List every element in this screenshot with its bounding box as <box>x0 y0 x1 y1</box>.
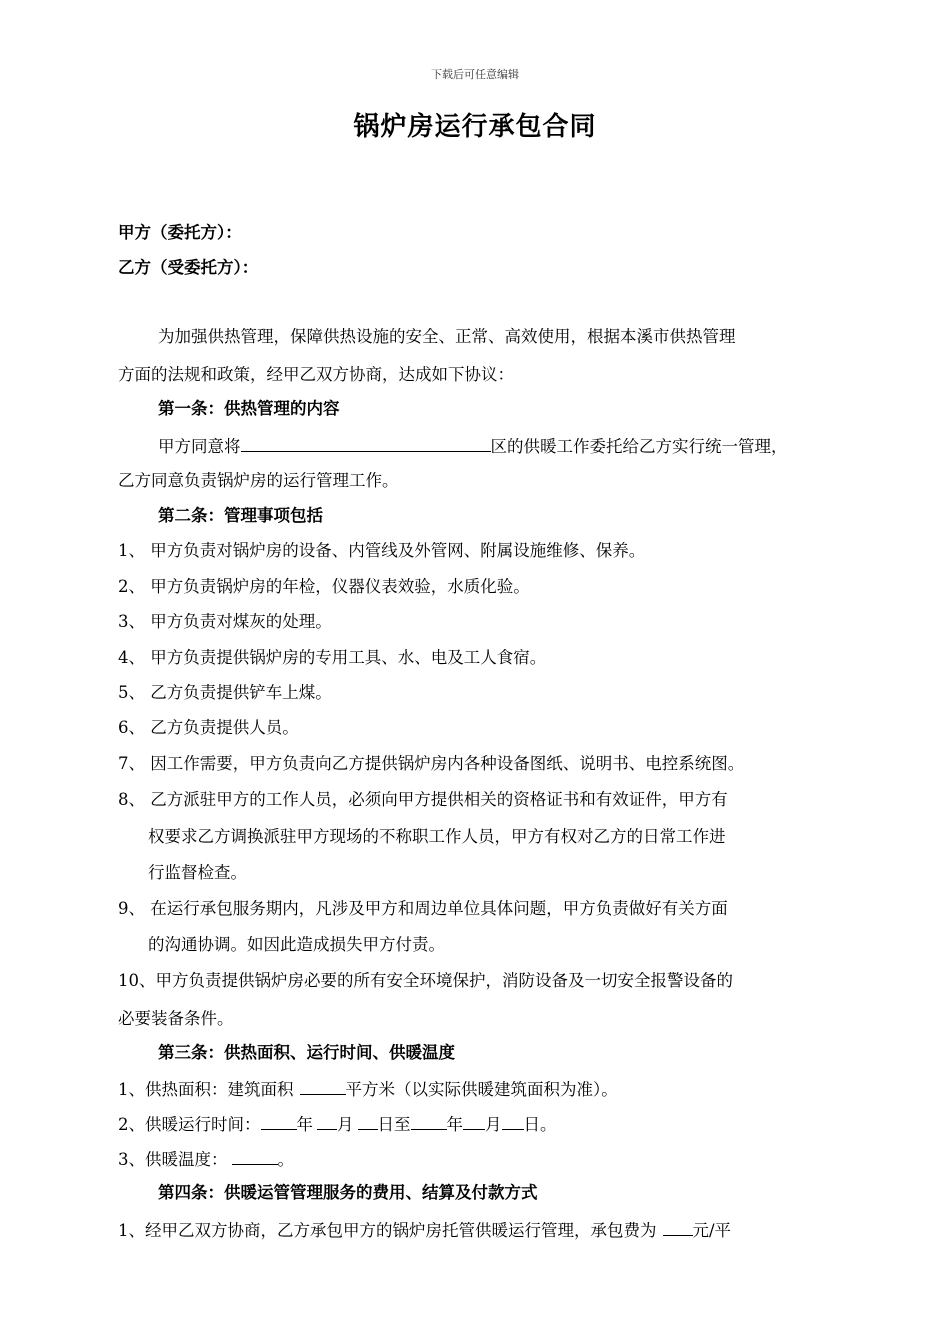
article-1-heading: 第一条：供热管理的内容 <box>158 399 340 418</box>
article-4-text-a: 1、经甲乙双方协商，乙方承包甲方的锅炉房托管供暖运行管理，承包费为 <box>118 1221 657 1240</box>
party-b-label: 乙方（受委托方）： <box>118 258 259 277</box>
article-4-text-b: 元/平 <box>692 1221 732 1240</box>
temp-end: 。 <box>277 1150 294 1169</box>
article-2-item-8-line-1: 8、 乙方派驻甲方的工作人员，必须向甲方提供相关的资格证书和有效证件，甲方有 <box>118 790 728 809</box>
time-month-label: 月 <box>337 1115 354 1134</box>
header-note: 下载后可任意编辑 <box>431 68 519 81</box>
article-2-item-4: 4、 甲方负责提供锅炉房的专用工具、水、电及工人食宿。 <box>118 648 547 667</box>
article-1-line-1 <box>158 433 788 458</box>
article-2-item-8-line-2: 权要求乙方调换派驻甲方现场的不称职工作人员，甲方有权对乙方的日常工作进 <box>148 827 726 846</box>
article-2-item-6: 6、 乙方负责提供人员。 <box>118 718 299 737</box>
area-label: 1、供热面积：建筑面积 <box>118 1080 294 1099</box>
article-2-item-3: 3、 甲方负责对煤灰的处理。 <box>118 612 332 631</box>
area-unit: 平方米（以实际供暖建筑面积为准）。 <box>345 1080 618 1099</box>
temp-blank <box>232 1146 278 1165</box>
end-day-blank <box>502 1111 524 1130</box>
article-2-item-9-line-1: 9、 在运行承包服务期内，凡涉及甲方和周边单位具体问题，甲方负责做好有关方面 <box>118 899 728 918</box>
article-2-item-9-line-2: 的沟通协调。如因此造成损失甲方付责。 <box>148 935 445 954</box>
page-title: 锅炉房运行承包合同 <box>353 112 597 142</box>
article-2-heading: 第二条：管理事项包括 <box>158 506 323 525</box>
article-2-item-1: 1、 甲方负责对锅炉房的设备、内管线及外管网、附属设施维修、保养。 <box>118 541 646 560</box>
article-3-time <box>118 1111 557 1136</box>
district-blank <box>241 433 491 452</box>
intro-line-2: 方面的法规和政策，经甲乙双方协商，达成如下协议： <box>118 365 514 384</box>
end-month-blank <box>463 1111 485 1130</box>
article-3-heading: 第三条：供热面积、运行时间、供暖温度 <box>158 1043 455 1062</box>
temp-label: 3、供暖温度： <box>118 1150 228 1169</box>
time-year-label: 年 <box>296 1115 313 1134</box>
fee-blank <box>663 1217 693 1236</box>
article-1-text-a: 甲方同意将 <box>158 437 241 456</box>
time-month2-label: 月 <box>485 1115 502 1134</box>
time-year2-label: 年 <box>446 1115 463 1134</box>
start-day-blank <box>358 1111 378 1130</box>
time-day2-label: 日。 <box>523 1115 557 1134</box>
time-label: 2、供暖运行时间： <box>118 1115 261 1134</box>
article-4-heading: 第四条：供暖运管管理服务的费用、结算及付款方式 <box>158 1183 538 1202</box>
article-2-item-2: 2、 甲方负责锅炉房的年检，仪器仪表效验，水质化验。 <box>118 577 530 596</box>
article-1-line-2: 乙方同意负责锅炉房的运行管理工作。 <box>118 471 399 490</box>
article-2-item-5: 5、 乙方负责提供铲车上煤。 <box>118 683 332 702</box>
article-3-area <box>118 1076 618 1101</box>
article-1-text-b: 区的供暖工作委托给乙方实行统一管理， <box>490 437 788 456</box>
article-2-item-7: 7、 因工作需要，甲方负责向乙方提供锅炉房内各种设备图纸、说明书、电控系统图。 <box>118 754 745 773</box>
time-day-to-label: 日至 <box>377 1115 411 1134</box>
article-2-item-10-line-1: 10、甲方负责提供锅炉房必要的所有安全环境保护，消防设备及一切安全报警设备的 <box>118 971 733 990</box>
start-month-blank <box>317 1111 337 1130</box>
party-a-label: 甲方（委托方）： <box>118 223 242 242</box>
start-year-blank <box>261 1111 297 1130</box>
article-4-line-1 <box>118 1217 731 1242</box>
article-2-item-8-line-3: 行监督检查。 <box>148 863 247 882</box>
end-year-blank <box>411 1111 447 1130</box>
article-2-item-10-line-2: 必要装备条件。 <box>118 1009 234 1028</box>
area-blank <box>300 1076 346 1095</box>
intro-line-1: 为加强供热管理，保障供热设施的安全、正常、高效使用，根据本溪市供热管理 <box>158 327 736 346</box>
article-3-temp <box>118 1146 294 1171</box>
